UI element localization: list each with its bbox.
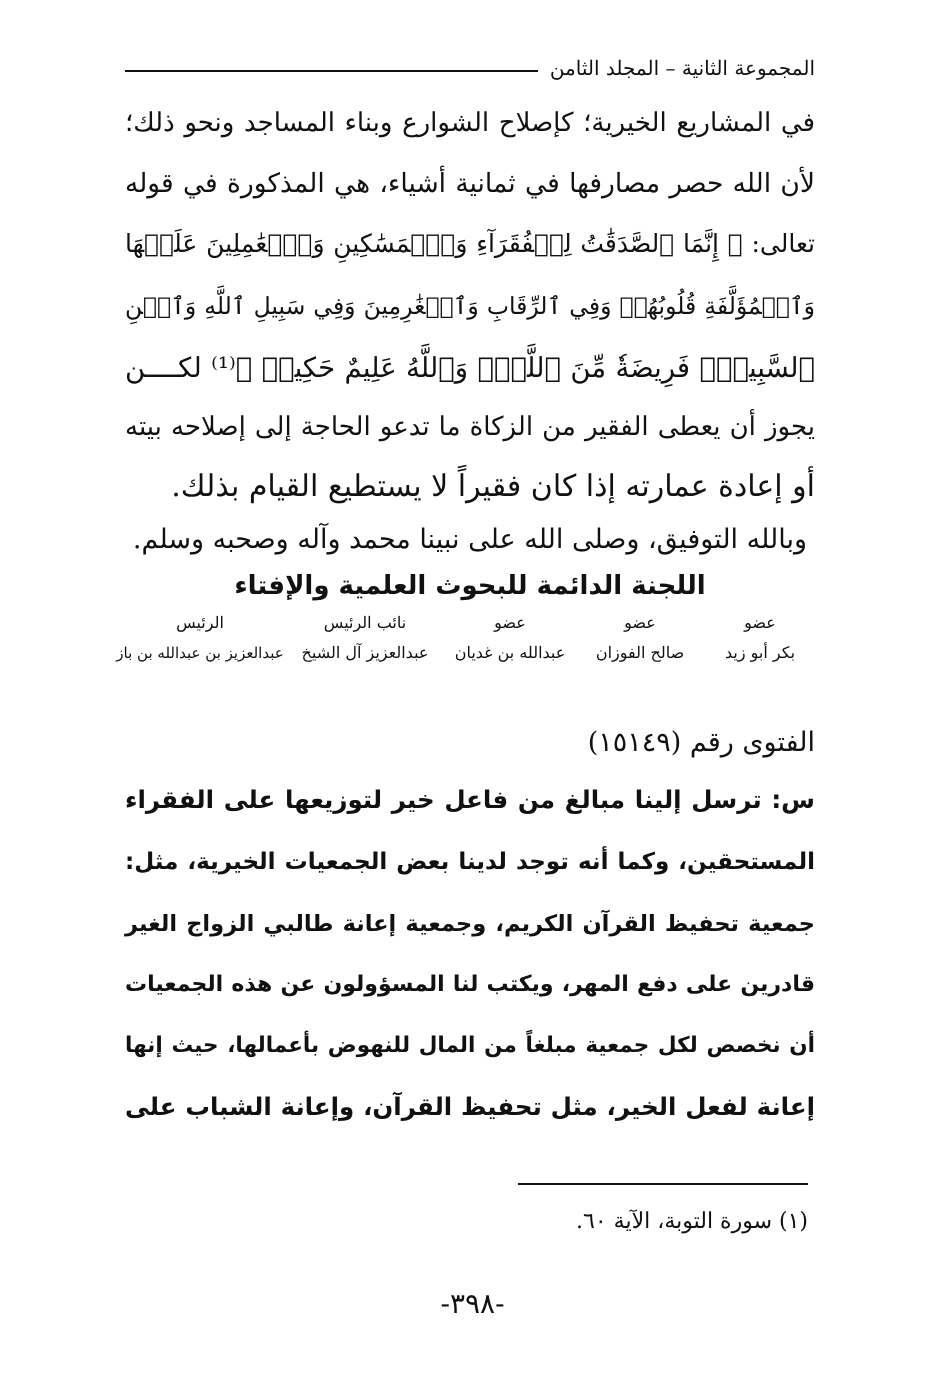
- signatories: [116, 612, 815, 682]
- body-line: لأن الله حصر مصارفها في ثمانية أشياء، هي المذكورة في قوله: [125, 168, 815, 199]
- quran-verse-line: تعالى: ﴿ إِنَّمَا ٱلصَّدَقَٰتُ لِلۡفُقَرَآءِ وَٱلۡمَسَٰكِينِ وَٱلۡعَٰمِلِينَ عَلَيۡهَا: [125, 229, 815, 258]
- signatory-2: [580, 612, 700, 664]
- signatory-role: عضو: [494, 613, 526, 632]
- signatory-name: عبدالعزيز آل الشيخ: [301, 643, 429, 662]
- body-line: أو إعادة عمارته إذا كان فقيراً لا يستطيع القيام بذلك.: [171, 469, 815, 504]
- running-title: المجموعة الثانية – المجلد الثامن: [549, 56, 815, 80]
- body-line: يجوز أن يعطى الفقير من الزكاة ما تدعو الحاجة إلى إصلاحه بيته: [125, 412, 815, 442]
- body-line: في المشاريع الخيرية؛ كإصلاح الشوارع وبناء المساجد ونحو ذلك؛: [125, 108, 815, 138]
- signatory-role: نائب الرئيس: [323, 613, 407, 632]
- signatory-3: [445, 612, 575, 664]
- footnote-rule: [518, 1183, 808, 1185]
- running-header: [125, 50, 815, 86]
- signatory-1: [705, 612, 815, 664]
- question-line: س: ترسل إلينا مبالغ من فاعل خير لتوزيعها على الفقراء: [125, 785, 815, 814]
- signatory-name: عبدالله بن غديان: [454, 643, 566, 662]
- signatory-role: عضو: [624, 613, 656, 632]
- committee-title: اللجنة الدائمة للبحوث العلمية والإفتاء: [234, 571, 706, 601]
- quran-verse-line: ٱلسَّبِيلِۖ فَرِيضَةٗ مِّنَ ٱللَّهِۗ وَٱللَّهُ عَلِيمٌ حَكِيمٞ ﴾⁽¹⁾ لكــــن: [125, 352, 815, 384]
- fatwa-number: الفتوى رقم (١٥١٤٩): [587, 727, 815, 758]
- question-line: أن نخصص لكل جمعية مبلغاً من المال للنهوض بأعمالها، حيث إنها: [125, 1033, 815, 1058]
- signatory-4: [290, 612, 440, 664]
- page-number: -٣٩٨-: [440, 1287, 505, 1320]
- quran-verse-line: وَٱلۡمُؤَلَّفَةِ قُلُوبُهُمۡ وَفِي ٱلرِّقَابِ وَٱلۡغَٰرِمِينَ وَفِي سَبِيلِ ٱللَّهِ وَٱبۡنِ: [125, 292, 815, 320]
- question-line: المستحقين، وكما أنه توجد لدينا بعض الجمعيات الخيرية، مثل:: [125, 849, 815, 875]
- signatory-name: عبدالعزيز بن عبدالله بن باز: [116, 644, 284, 662]
- signatory-name: بكر أبو زيد: [724, 643, 796, 662]
- header-rule: [125, 70, 538, 72]
- signatory-role: عضو: [744, 613, 776, 632]
- footnote: (١) سورة التوبة، الآية ٦٠.: [576, 1209, 808, 1234]
- closing-line: وبالله التوفيق، وصلى الله على نبينا محمد وآله وصحبه وسلم.: [132, 524, 808, 555]
- question-line: إعانة لفعل الخير، مثل تحفيظ القرآن، وإعانة الشباب على: [125, 1092, 815, 1121]
- question-line: قادرين على دفع المهر، ويكتب لنا المسؤولون عن هذه الجمعيات: [125, 972, 815, 997]
- signatory-name: صالح الفوزان: [595, 643, 685, 662]
- signatory-5: [115, 612, 285, 664]
- signatory-role: الرئيس: [176, 613, 224, 632]
- question-line: جمعية تحفيظ القرآن الكريم، وجمعية إعانة طالبي الزواج الغير: [125, 911, 815, 937]
